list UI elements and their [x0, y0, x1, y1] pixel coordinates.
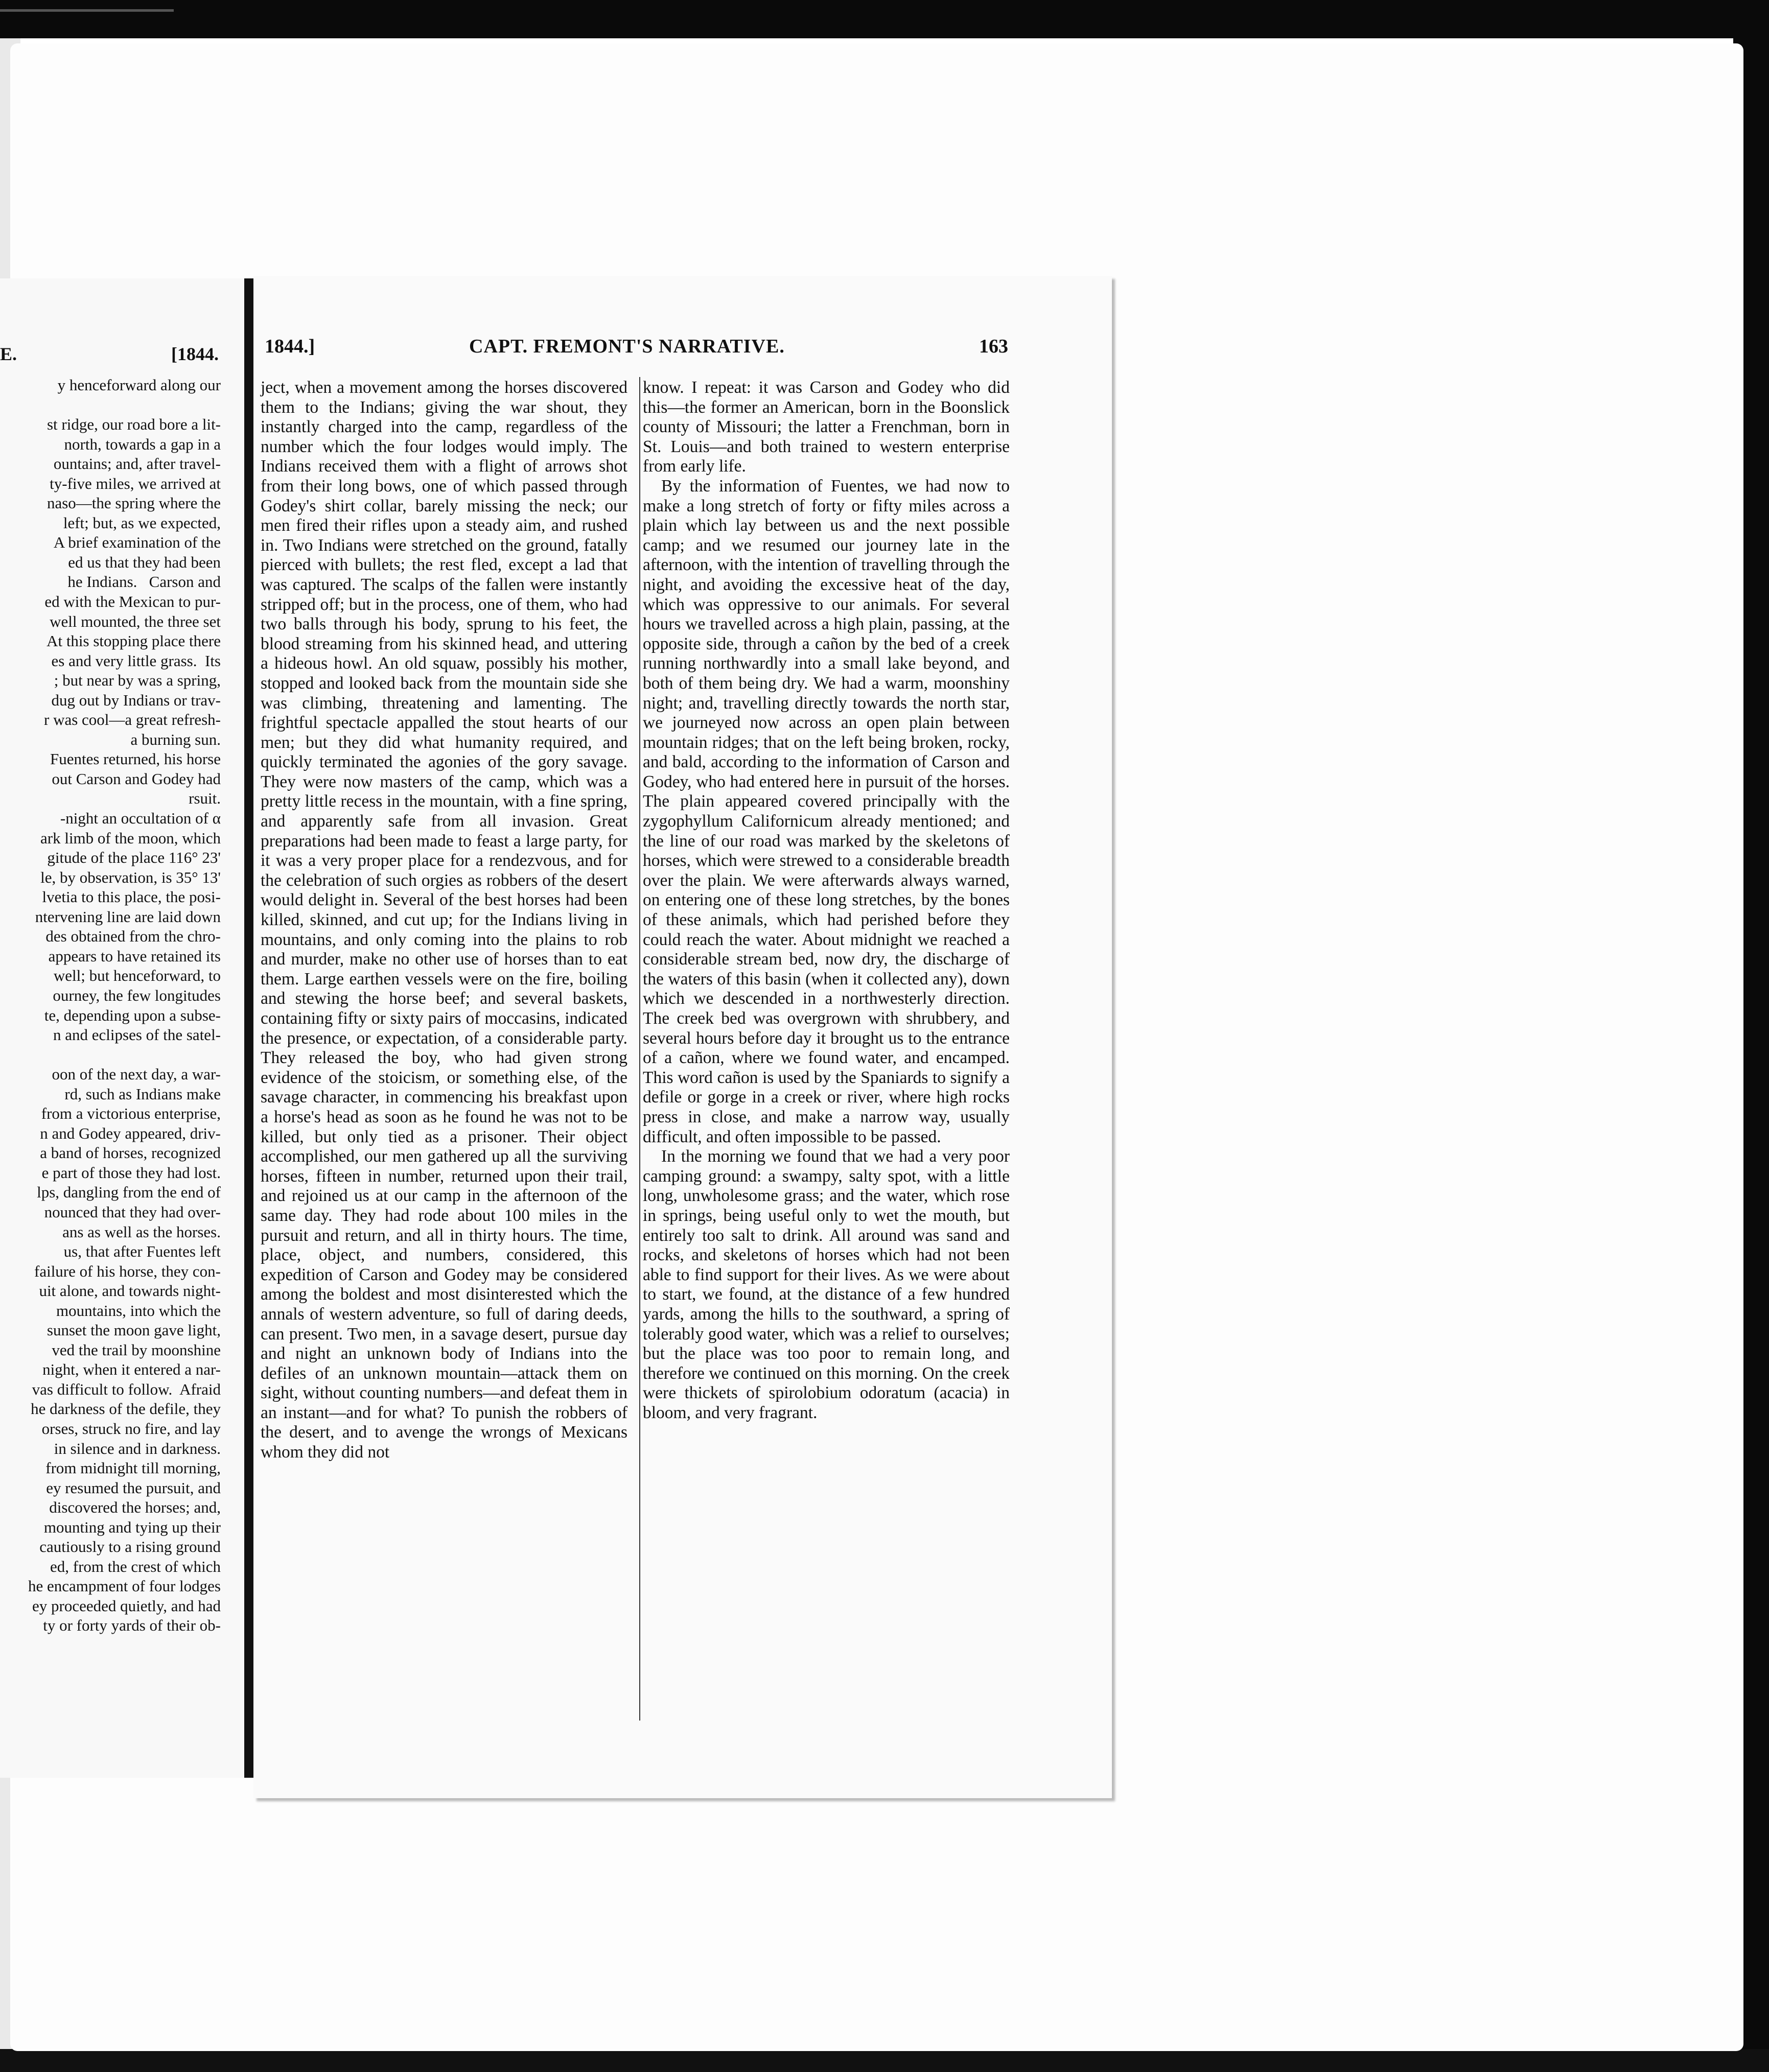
left-header-year: [1844. — [171, 344, 219, 364]
left-page-line: ountains; and, after travel- — [53, 455, 221, 473]
left-page-line: from a victorious enterprise, — [41, 1104, 221, 1123]
right-page — [253, 276, 1112, 1798]
left-page-line: failure of his horse, they con- — [34, 1262, 221, 1280]
page-header — [265, 335, 1008, 361]
left-page-line: ty-five miles, we arrived at — [50, 474, 221, 492]
left-page-line: lps, dangling from the end of — [37, 1183, 221, 1202]
left-page-line: in silence and in darkness. — [54, 1439, 221, 1457]
left-page-line: he encampment of four lodges — [28, 1577, 221, 1595]
left-page-text — [0, 375, 221, 1636]
left-page-line: uit alone, and towards night- — [39, 1282, 221, 1300]
text-column-1 — [261, 378, 627, 1463]
left-page-line: from midnight till morning, — [45, 1459, 221, 1477]
left-page-line: ed with the Mexican to pur- — [44, 593, 221, 611]
left-page-line: n and Godey appeared, driv- — [40, 1124, 221, 1142]
left-facing-page — [0, 278, 244, 1778]
left-page-line: ved the trail by moonshine — [52, 1340, 221, 1359]
left-page-line: te, depending upon a subse- — [44, 1006, 221, 1024]
column-2-paragraph-1: know. I repeat: it was Carson and Godey who did this—the former an American, born in the Boonslick county of Missouri; the latter a Frenchman, born in St. Louis—and both trained to western enterprise from early life. — [643, 378, 1010, 476]
scan-artifact-line — [0, 9, 174, 12]
left-page-line: he darkness of the defile, they — [31, 1400, 221, 1418]
left-page-line: appears to have retained its — [48, 947, 221, 965]
left-page-line: ntervening line are laid down — [35, 907, 221, 926]
left-page-line: -night an occultation of α — [60, 809, 221, 828]
left-page-line: dug out by Indians or trav- — [51, 691, 221, 709]
left-page-line: es and very little grass. Its — [51, 651, 221, 670]
left-page-line: st ridge, our road bore a lit- — [46, 415, 221, 434]
left-page-line: nounced that they had over- — [44, 1203, 221, 1221]
left-page-line: e part of those they had lost. — [41, 1163, 221, 1182]
book-gutter — [244, 278, 253, 1778]
left-page-line: he Indians. Carson and — [67, 573, 221, 591]
left-page-line: out Carson and Godey had — [52, 769, 221, 788]
left-page-line: ourney, the few longitudes — [53, 986, 221, 1004]
scan-border-top — [0, 0, 1769, 38]
running-title: CAPT. FREMONT'S NARRATIVE. — [469, 336, 785, 357]
left-page-line: naso—the spring where the — [46, 494, 221, 512]
left-page-line: us, that after Fuentes left — [63, 1242, 221, 1261]
left-page-line: mounting and tying up their — [43, 1518, 221, 1536]
left-header-title: E. — [0, 344, 17, 364]
left-page-line: discovered the horses; and, — [49, 1498, 221, 1517]
left-page-line: y henceforward along our — [57, 376, 221, 394]
left-page-line: At this stopping place there — [46, 632, 221, 650]
left-page-line: cautiously to a rising ground — [39, 1538, 221, 1556]
left-page-line: ed us that they had been — [68, 553, 221, 571]
page-number: 163 — [979, 336, 1008, 357]
left-page-line: sunset the moon gave light, — [46, 1321, 221, 1339]
left-page-line: ey proceeded quietly, and had — [32, 1596, 221, 1615]
left-page-line: well mounted, the three set — [50, 612, 221, 630]
left-page-line: ed, from the crest of which — [50, 1557, 221, 1575]
scan-border-bottom — [0, 2049, 1769, 2072]
left-page-line: r was cool—a great refresh- — [44, 711, 221, 729]
left-page-line: n and eclipses of the satel- — [53, 1026, 221, 1044]
left-page-line: well; but henceforward, to — [53, 967, 221, 985]
left-page-line: lvetia to this place, the posi- — [42, 888, 221, 906]
column-1-paragraph: ject, when a movement among the horses discovered them to the Indians; giving the war shout, they instantly charged into the camp, regardless of the number which the four lodges would imply. The Indians received them with a flight of arrows shot from their long bows, one of which passed through Godey's shirt collar, barely missing the neck; our men fired their rifles upon a steady aim, and rushed in. Two Indians were stretched on the ground, fatally pierced with bullets; the rest fled, except a lad that was captured. The scalps of the fallen were instantly stripped off; but in the process, one of them, who had two balls through his body, sprung to his feet, the blood streaming from his skinned head, and uttering a hideous howl. An old squaw, possibly his mother, stopped and looked back from the mountain side she was climbing, threatening and lamenting. The frightful spectacle appalled the stout hearts of our men; but they did what humanity required, and quickly terminated the agonies of the gory savage. They were now masters of the camp, which was a pretty little recess in the mountain, with a fine spring, and apparently safe from all invasion. Great preparations had been made to feast a large party, for it was a very proper place for a rendezvous, and for the celebration of such orgies as robbers of the desert would delight in. Several of the best horses had been killed, skinned, and cut up; for the Indians living in mountains, and only coming into the plains to rob and murder, make no other use of horses than to eat them. Large earthen vessels were on the fire, boiling and stewing the horse beef; and several baskets, containing fifty or sixty pairs of moccasins, indicated the presence, or expectation, of a considerable party. They released the boy, who had given strong evidence of the stoicism, or something else, of the savage character, in commencing his breakfast upon a horse's head as soon as he found he was not to be killed, but only tied as a prisoner. Their object accomplished, our men gathered up all the surviving horses, fifteen in number, returned upon their trail, and rejoined us at our camp in the afternoon of the same day. They had rode about 100 miles in the pursuit and return, and all in thirty hours. The time, place, object, and numbers, considered, this expedition of Carson and Godey may be considered among the boldest and most disinterested which the annals of western adventure, so full of daring deeds, can present. Two men, in a savage desert, pursue day and night an unknown body of Indians into the defiles of an unknown mountain—attack them on sight, without counting numbers—and defeat them in an instant—and for what? To punish the robbers of the desert, and to avenge the wrongs of Mexicans whom they did not — [261, 378, 627, 1462]
left-page-line: vas difficult to follow. Afraid — [32, 1380, 221, 1398]
text-column-2 — [643, 378, 1010, 1423]
left-page-line: ; but near by was a spring, — [54, 671, 221, 690]
column-2-paragraph-2: By the information of Fuentes, we had now to make a long stretch of forty or fifty miles across a plain which lay between us and the next possible camp; and we resumed our journey late in the afternoon, with the intention of travelling through the night, and avoiding the excessive heat of the day, which was oppressive to our animals. For several hours we travelled across a high plain, passing, at the opposite side, through a cañon by the bed of a creek running northwardly into a small lake beyond, and both of them being dry. We had a warm, moonshiny night; and, travelling directly towards the north star, we journeyed now across an open plain between mountain ridges; that on the left being broken, rocky, and bald, according to the information of Carson and Godey, who had entered here in pursuit of the horses. The plain appeared covered principally with the zygophyllum Californicum already mentioned; and the line of our road was marked by the skeletons of horses, which were strewed to a considerable breadth over the plain. We were afterwards always warned, on entering one of these long stretches, by the bones of these animals, which had perished before they could reach the water. About midnight we reached a considerable stream bed, now dry, the discharge of the waters of this basin (when it collected any), down which we descended in a northwesterly direction. The creek bed was overgrown with shrubbery, and several hours before day it brought us to the entrance of a cañon, where we found water, and encamped. This word cañon is used by the Spaniards to signify a defile or gorge in a creek or river, where high rocks press in close, and make a narrow way, usually difficult, and often impossible to be passed. — [643, 476, 1010, 1146]
left-page-line: mountains, into which the — [56, 1301, 221, 1320]
left-page-line: a band of horses, recognized — [40, 1144, 221, 1162]
left-page-line: des obtained from the chro- — [45, 927, 221, 946]
left-page-line: ey resumed the pursuit, and — [46, 1478, 221, 1497]
left-page-line: ty or forty yards of their ob- — [43, 1616, 221, 1635]
left-page-line: rd, such as Indians make — [64, 1085, 221, 1103]
left-page-line: le, by observation, is 35° 13' — [40, 868, 221, 886]
left-page-line: left; but, as we expected, — [63, 513, 221, 532]
header-year: 1844.] — [265, 336, 315, 357]
left-page-line: orses, struck no fire, and lay — [41, 1419, 221, 1438]
left-page-line: A brief examination of the — [53, 533, 221, 552]
left-page-line: rsuit. — [189, 789, 221, 808]
left-page-line — [0, 1045, 221, 1065]
left-page-line: a burning sun. — [130, 730, 221, 748]
left-page-line: oon of the next day, a war- — [52, 1065, 221, 1084]
left-page-line: ans as well as the horses. — [62, 1222, 221, 1241]
left-page-line: north, towards a gap in a — [64, 435, 221, 453]
left-page-line: gitude of the place 116° 23' — [47, 849, 221, 867]
column-2-paragraph-3: In the morning we found that we had a very poor camping ground: a swampy, salty spot, with a little long, unwholesome grass; and the water, which rose in springs, being useful only to wet the mouth, but entirely too salt to drink. All around was sand and rocks, and skeletons of horses which had not been able to find support for their lives. As we were about to start, we found, at the distance of a few hundred yards, among the hills to the southward, a spring of tolerably good water, which was a relief to ourselves; but the place was too poor to remain long, and therefore we continued on this morning. On the creek were thickets of spirolobium odoratum (acacia) in bloom, and very fragrant. — [643, 1147, 1010, 1422]
column-rule — [639, 377, 640, 1721]
left-page-line: night, when it entered a nar- — [42, 1360, 221, 1379]
left-page-line: Fuentes returned, his horse — [50, 750, 221, 768]
left-page-line — [0, 395, 221, 415]
left-page-line: ark limb of the moon, which — [40, 829, 221, 847]
